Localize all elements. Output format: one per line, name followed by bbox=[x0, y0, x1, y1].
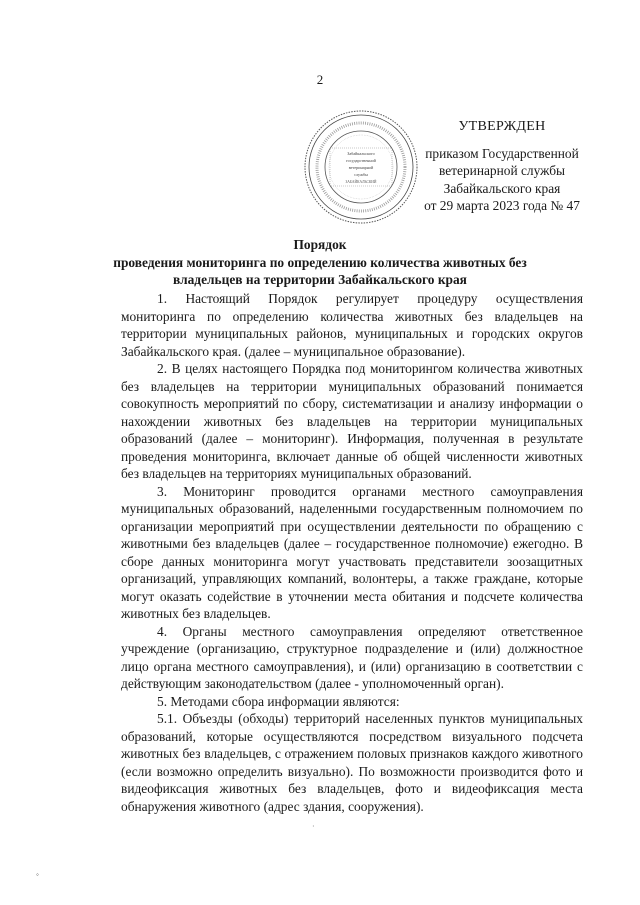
document-title bbox=[100, 236, 540, 289]
title-line: Порядок bbox=[293, 237, 347, 252]
page-number: 2 bbox=[316, 72, 324, 87]
scan-mark: ◦ bbox=[36, 870, 39, 879]
seal-text-line: государственной bbox=[346, 158, 376, 163]
official-seal-icon bbox=[302, 108, 420, 226]
approval-block bbox=[412, 118, 592, 215]
approval-line: приказом Государственной bbox=[425, 145, 579, 161]
seal-text-line: ЗАБАЙКАЛЬСКИЙ bbox=[345, 180, 377, 184]
paragraph-3: 3. Мониторинг проводится органами местного самоуправления муниципальных образований, наделенными государственным полномочием по организации мероприятий при осуществлении деятельности по обращению с животными без владельцев (далее – государственное полномочие) ежегодно. В сборе данных мониторинга могут участвовать представители зоозащитных организаций, управляющих компаний, волонтеры, а также граждане, которые могут оказать содействие в уточнении места обитания и подсчете количества животных без владельцев. bbox=[121, 483, 583, 621]
paragraph-5: 5. Методами сбора информации являются: bbox=[157, 693, 400, 709]
seal-text-line: службы bbox=[354, 172, 368, 177]
seal-text-line: ветеринарной bbox=[348, 165, 374, 170]
scan-mark: · bbox=[312, 822, 315, 831]
paragraph-5-1: 5.1. Объезды (обходы) территорий населенных пунктов муниципальных образований, которые осуществляются посредством визуального подсчета животных без владельцев, с отражением половых признаков каждого животного (если возможно определить визуально). По возможности производится фото и видеофиксация животных без владельцев, фото и видеофиксация места обнаружения животного (адрес здания, сооружения). bbox=[121, 711, 583, 814]
paragraph-1: 1. Настоящий Порядок регулирует процедуру осуществления мониторинга по определению количества животных без владельцев на территории муниципальных районов, муниципальных и городских округов Забайкальского края. (далее – муниципальное образование). bbox=[121, 291, 583, 359]
paragraph-4: 4. Органы местного самоуправления определяют ответственное учреждение (организацию, структурное подразделение и (или) должностное лицо органа местного самоуправления), и (или) организацию в соответствии с действующим законодательством (далее - уполномоченный орган). bbox=[121, 623, 583, 691]
approval-line: от 29 марта 2023 года № 47 bbox=[424, 198, 580, 213]
approval-line: Забайкальского края bbox=[443, 180, 561, 196]
approval-line: ветеринарной службы bbox=[438, 163, 566, 178]
approval-heading: УТВЕРЖДЕН bbox=[458, 119, 546, 134]
title-line: проведения мониторинга по определению количества животных без bbox=[113, 254, 527, 270]
title-line: владельцев на территории Забайкальского края bbox=[173, 272, 467, 287]
paragraph-2: 2. В целях настоящего Порядка под мониторингом количества животных без владельцев на территории муниципальных образований понимается совокупность мероприятий по сбору, систематизации и анализу информации о нахождении животных без владельцев на территории муниципальных образований (далее – мониторинг). Информация, полученная в результате проведения мониторинга, включает данные об общей численности животных без владельцев на территориях муниципальных образований. bbox=[121, 361, 583, 481]
seal-text-line: Забайкальского bbox=[347, 151, 375, 156]
document-body bbox=[121, 290, 583, 815]
